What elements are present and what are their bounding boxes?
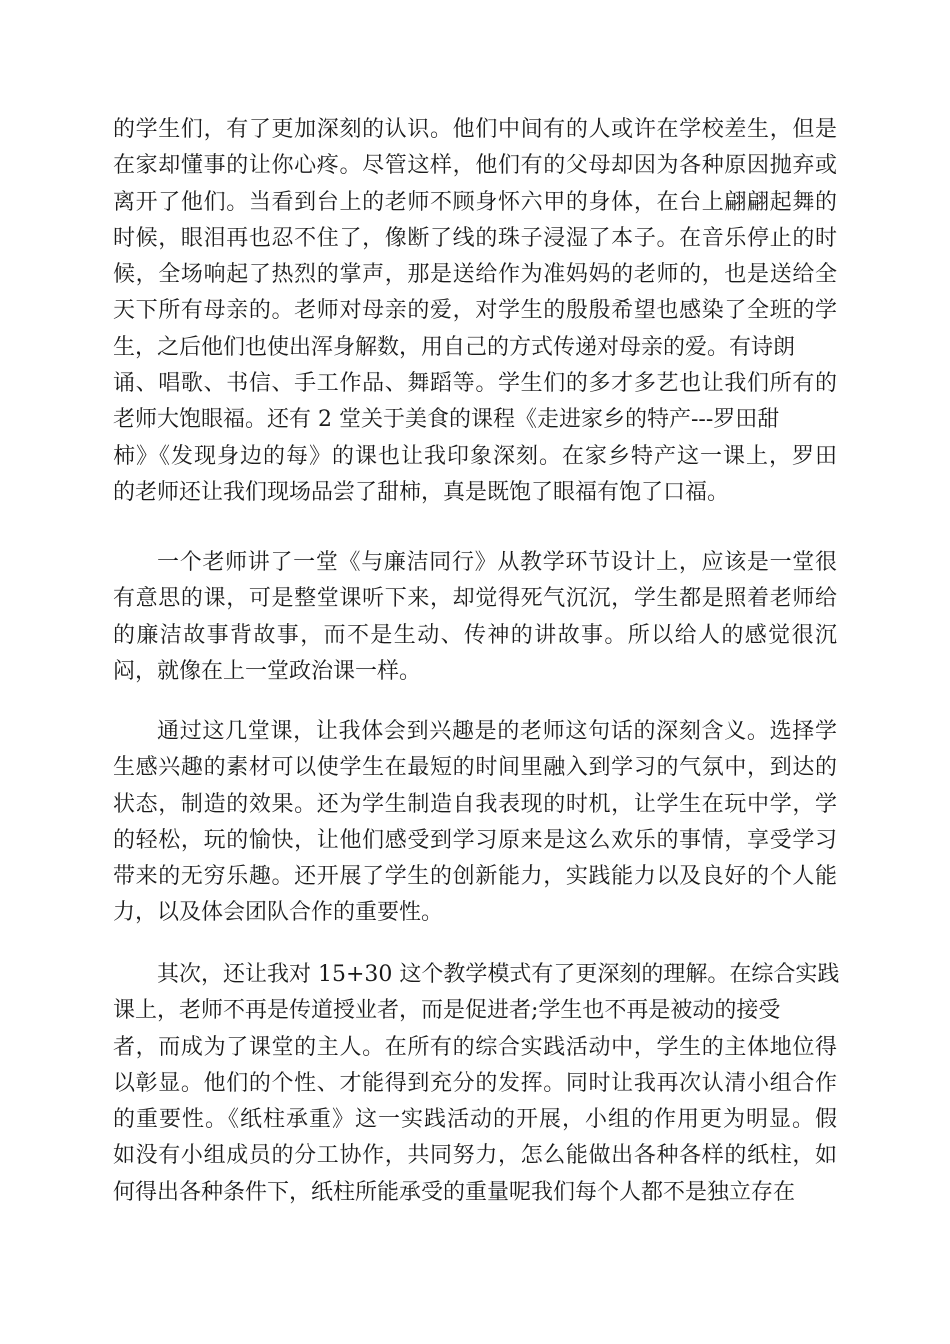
text-line: 的老师还让我们现场品尝了甜柿，真是既饱了眼福有饱了口福。: [113, 479, 730, 505]
text-line: 候，全场响起了热烈的掌声，那是送给作为准妈妈的老师的，也是送给全: [113, 262, 837, 288]
text-line: 天下所有母亲的。老师对母亲的爱，对学生的殷殷希望也感染了全班的学: [113, 298, 837, 324]
text-line: 如没有小组成员的分工协作，共同努力，怎么能做出各种各样的纸柱，如: [113, 1143, 837, 1169]
text-line: 以彰显。他们的个性、才能得到充分的发挥。同时让我再次认清小组合作: [113, 1070, 837, 1096]
paragraph-interest-reflection: [113, 714, 837, 932]
text-line: 有意思的课，可是整堂课听下来，却觉得死气沉沉，学生都是照着老师给: [113, 586, 837, 612]
text-line: 老师大饱眼福。还有 2 堂关于美食的课程《走进家乡的特产---罗田甜: [113, 407, 780, 433]
text-line: 柿》《发现身边的每》的课也让我印象深刻。在家乡特产这一课上，罗田: [113, 443, 837, 469]
paragraph-student-performance: [113, 112, 837, 511]
text-line: 力，以及体会团队合作的重要性。: [113, 900, 444, 926]
text-line: 时候，眼泪再也忍不住了，像断了线的珠子浸湿了本子。在音乐停止的时: [113, 225, 837, 251]
text-line: 通过这几堂课，让我体会到兴趣是的老师这句话的深刻含义。选择学: [157, 719, 837, 744]
text-line: 的学生们，有了更加深刻的认识。他们中间有的人或许在学校差生，但是: [113, 117, 837, 142]
text-line: 诵、唱歌、书信、手工作品、舞蹈等。学生们的多才多艺也让我们所有的: [113, 371, 837, 397]
paragraph-teaching-model: [113, 957, 840, 1211]
text-line: 的轻松，玩的愉快，让他们感受到学习原来是这么欢乐的事情，享受学习: [113, 827, 837, 853]
text-line: 离开了他们。当看到台上的老师不顾身怀六甲的身体，在台上翩翩起舞的: [113, 189, 837, 215]
text-line: 者，而成为了课堂的主人。在所有的综合实践活动中，学生的主体地位得: [113, 1034, 837, 1060]
text-line: 带来的无穷乐趣。还开展了学生的创新能力，实践能力以及良好的个人能: [113, 864, 837, 890]
paragraph-integrity-lesson: [113, 545, 837, 690]
text-line: 何得出各种条件下，纸柱所能承受的重量呢我们每个人都不是独立存在: [113, 1179, 796, 1205]
text-line: 生感兴趣的素材可以使学生在最短的时间里融入到学习的气氛中，到达的: [113, 755, 837, 781]
text-line: 闷，就像在上一堂政治课一样。: [113, 658, 422, 684]
text-line: 的重要性。《纸柱承重》这一实践活动的开展，小组的作用更为明显。假: [113, 1107, 837, 1133]
text-line: 在家却懂事的让你心疼。尽管这样，他们有的父母却因为各种原因抛弃或: [113, 153, 837, 179]
text-line: 生，之后他们也使出浑身解数，用自己的方式传递对母亲的爱。有诗朗: [113, 334, 796, 360]
text-line: 状态，制造的效果。还为学生制造自我表现的时机，让学生在玩中学，学: [113, 791, 837, 817]
text-line: 其次，还让我对 15+30 这个教学模式有了更深刻的理解。在综合实践: [157, 962, 840, 987]
text-line: 的廉洁故事背故事，而不是生动、传神的讲故事。所以给人的感觉很沉: [113, 622, 837, 648]
text-line: 一个老师讲了一堂《与廉洁同行》从教学环节设计上，应该是一堂很: [157, 550, 837, 575]
text-line: 课上，老师不再是传道授业者，而是促进者;学生也不再是被动的接受: [113, 998, 781, 1024]
